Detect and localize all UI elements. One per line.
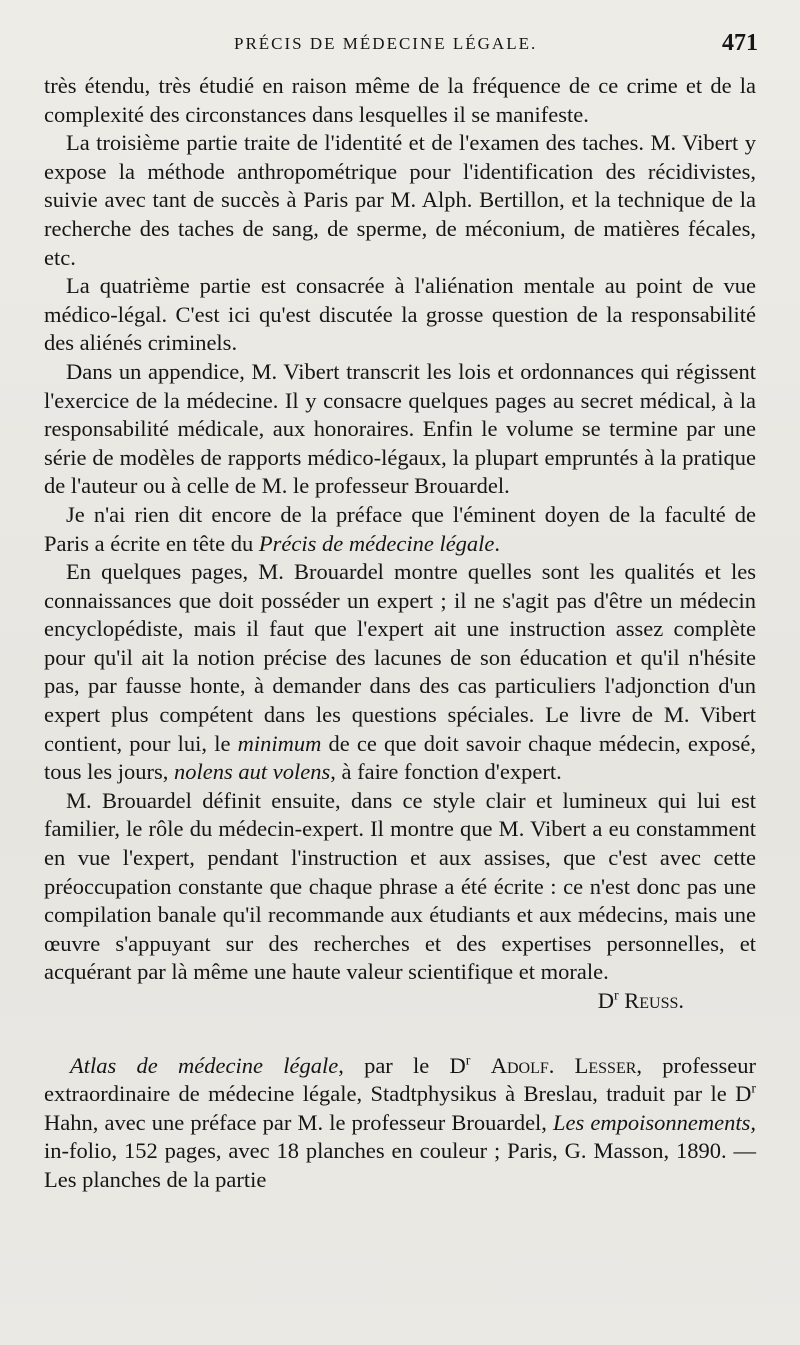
paragraph-fourth-part: La quatrième partie est consacrée à l'aliénation mentale au point de vue médico-légal. C'est ici qu'est discutée la grosse question de la responsabilité des aliénés criminels. — [44, 273, 756, 356]
review-text-2: Hahn, avec une préface par M. le professeur Brouardel, — [44, 1109, 554, 1135]
paragraph-preface — [44, 501, 756, 558]
page-number: 471 — [722, 30, 758, 56]
review-text-1: , professeur extraordinaire de médecine légale, Stadtphysikus à Breslau, traduit par le D — [44, 1052, 756, 1107]
preface-book-title: Précis de médecine légale — [258, 530, 495, 556]
running-head: PRÉCIS DE MÉDECINE LÉGALE. — [234, 34, 538, 53]
expert-text-3: , à faire fonction d'expert. — [330, 759, 562, 785]
signature-prefix: D — [597, 988, 614, 1013]
expert-text-1: En quelques pages, M. Brouardel montre quelles sont les qualités et les connaissances que doit posséder un expert ; il ne s'agit pas d'être un médecin encyclopédiste, mais il faut que l'expert ait une instruction assez complète pour qu'il ait la notion précise des lacunes de son éducation et qu'il n'hésite pas, par fausse honte, à demander dans des cas particuliers l'adjonction d'un expert plus compétent dans les questions spéciales. Le livre de M. Vibert contient, pour lui, le — [44, 559, 756, 756]
preface-text-after: . — [494, 530, 501, 556]
review-by-sup: r — [465, 1053, 471, 1069]
section-gap — [44, 1016, 756, 1052]
paragraph-closing: M. Brouardel définit ensuite, dans ce style clair et lumineux qui lui est familier, le rôle du médecin-expert. Il montre que M. Vibert a eu constamment en vue l'expert, pendant l'instruction et aux assises, que c'est avec cette préoccupation constante que chaque phrase a été écrite : ce n'est donc pas une compilation banale qu'il recommande aux étudiants et aux médecins, mais une œuvre s'appuyant sur des recherches et des expertises personnelles, et acquérant par là même une haute valeur scientifique et morale. — [44, 787, 756, 985]
signature-name: Reuss. — [624, 988, 684, 1013]
paragraph-expert — [44, 558, 756, 787]
review-text-3: in-folio, 152 pages, avec 18 planches en couleur ; Paris, G. Masson, 1890. — Les planches de la partie — [44, 1138, 756, 1192]
body-text — [44, 72, 756, 1195]
review-sup-2: r — [751, 1081, 756, 1097]
signature-sup: r — [613, 988, 619, 1004]
signature — [44, 987, 756, 1016]
preface-text-before: Je n'ai rien dit encore de la préface que l'éminent doyen de la faculté de Paris a écrite en tête du — [44, 501, 756, 556]
page-header — [44, 30, 758, 64]
review-entry — [44, 1052, 756, 1195]
review-volume: Les empoisonnements, — [553, 1109, 756, 1135]
expert-nolens: nolens aut volens — [174, 759, 331, 785]
paragraph-third-part: La troisième partie traite de l'identité et de l'examen des taches. M. Vibert y expose la méthode anthropométrique pour l'identification des récidivistes, suivie avec tant de succès à Paris par M. Alph. Bertillon, et la technique de la recherche des taches de sang, de sperme, de méconium, de matières fécales, etc. — [44, 130, 756, 270]
review-title: Atlas de médecine légale — [70, 1052, 339, 1078]
expert-minimum: minimum — [237, 730, 322, 756]
paragraph-appendix: Dans un appendice, M. Vibert transcrit les lois et ordonnances qui régissent l'exercice de la médecine. Il y consacre quelques pages au secret médical, à la responsabilité médicale, aux honoraires. Enfin le volume se termine par une série de modèles de rapports médico-légaux, la plupart empruntés à la pratique de l'auteur ou à celle de M. le professeur Brouardel. — [44, 358, 756, 499]
review-by: , par le D — [338, 1052, 466, 1078]
review-author: Adolf. Lesser — [490, 1052, 637, 1078]
paragraph-continuation: très étendu, très étudié en raison même de la fréquence de ce crime et de la complexité des circonstances dans lesquelles il se manifeste. — [44, 73, 756, 127]
expert-text-2: de ce que doit savoir chaque médecin, exposé, tous les jours, — [44, 730, 756, 785]
